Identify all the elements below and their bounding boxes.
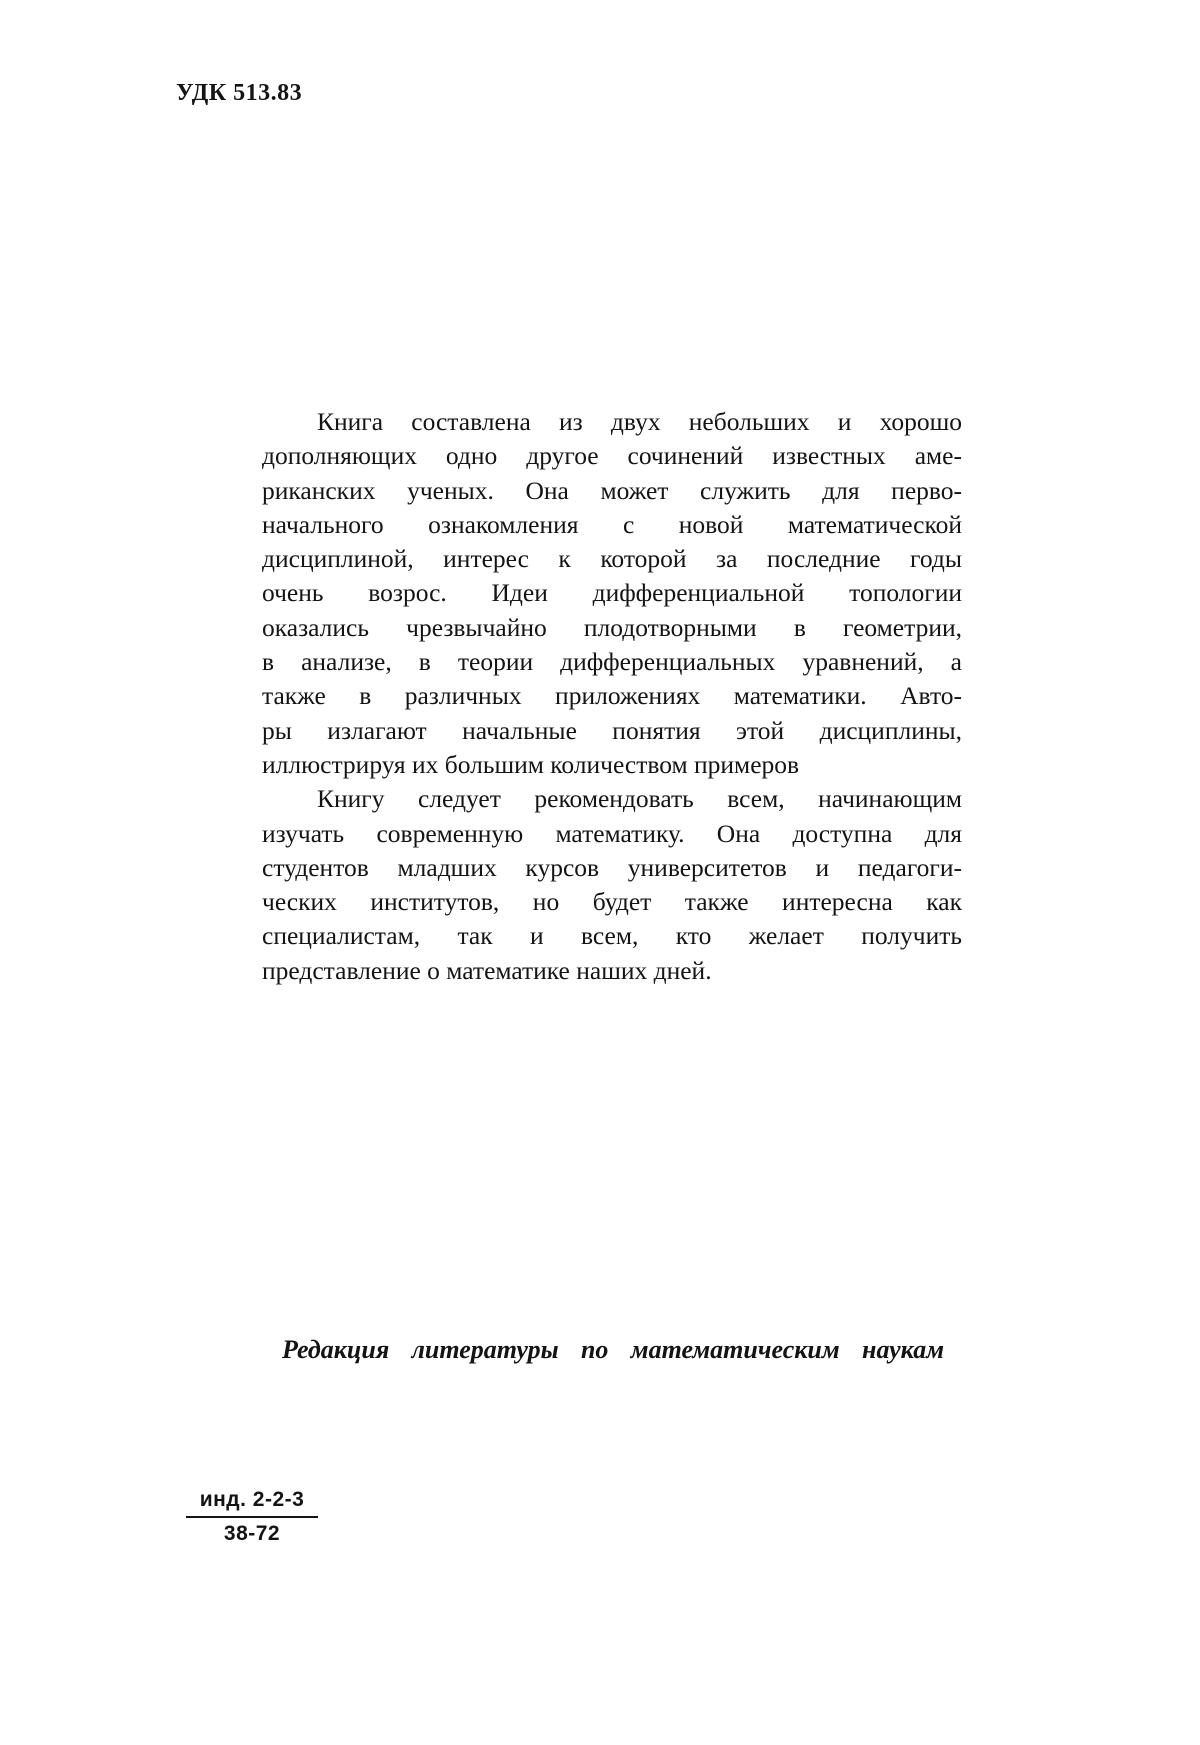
abstract-line: специалистам, так и всем, кто желает получить bbox=[262, 921, 962, 951]
abstract-line: дополняющих одно другое сочинений известных аме- bbox=[262, 441, 962, 471]
udk-code: УДК 513.83 bbox=[176, 80, 303, 106]
abstract-paragraph-1 bbox=[262, 405, 962, 782]
abstract-line: ры излагают начальные понятия этой дисциплины, bbox=[262, 715, 962, 745]
abstract-line: дисциплиной, интерес к которой за последние годы bbox=[262, 544, 962, 574]
abstract-line: оказались чрезвычайно плодотворными в геометрии, bbox=[262, 612, 962, 642]
abstract-line: также в различных приложениях математики. Авто- bbox=[262, 681, 962, 711]
index-numerator: инд. 2-2-3 bbox=[186, 1488, 318, 1518]
abstract-line: студентов младших курсов университетов и педагоги- bbox=[262, 852, 962, 882]
abstract-paragraph-2 bbox=[262, 782, 962, 988]
abstract-line: начального ознакомления с новой математической bbox=[262, 509, 962, 539]
abstract-line: изучать современную математику. Она доступна для bbox=[262, 818, 962, 848]
abstract-line: представление о математике наших дней. bbox=[262, 955, 712, 985]
abstract-line: ческих институтов, но будет также интересна как bbox=[262, 887, 962, 917]
index-denominator: 38-72 bbox=[223, 1522, 281, 1545]
abstract-line: риканских ученых. Она может служить для перво- bbox=[262, 475, 962, 505]
abstract-line: в анализе, в теории дифференциальных уравнений, а bbox=[262, 647, 962, 677]
abstract-line: Книгу следует рекомендовать всем, начинающим bbox=[317, 784, 962, 814]
editorial-imprint: Редакция литературы по математическим наукам bbox=[282, 1335, 944, 1364]
book-abstract bbox=[262, 405, 962, 988]
abstract-line: очень возрос. Идеи дифференциальной топологии bbox=[262, 578, 962, 608]
publication-index bbox=[186, 1488, 318, 1546]
abstract-line: иллюстрируя их большим количеством примеров bbox=[262, 749, 800, 779]
abstract-line: Книга составлена из двух небольших и хорошо bbox=[317, 407, 962, 436]
